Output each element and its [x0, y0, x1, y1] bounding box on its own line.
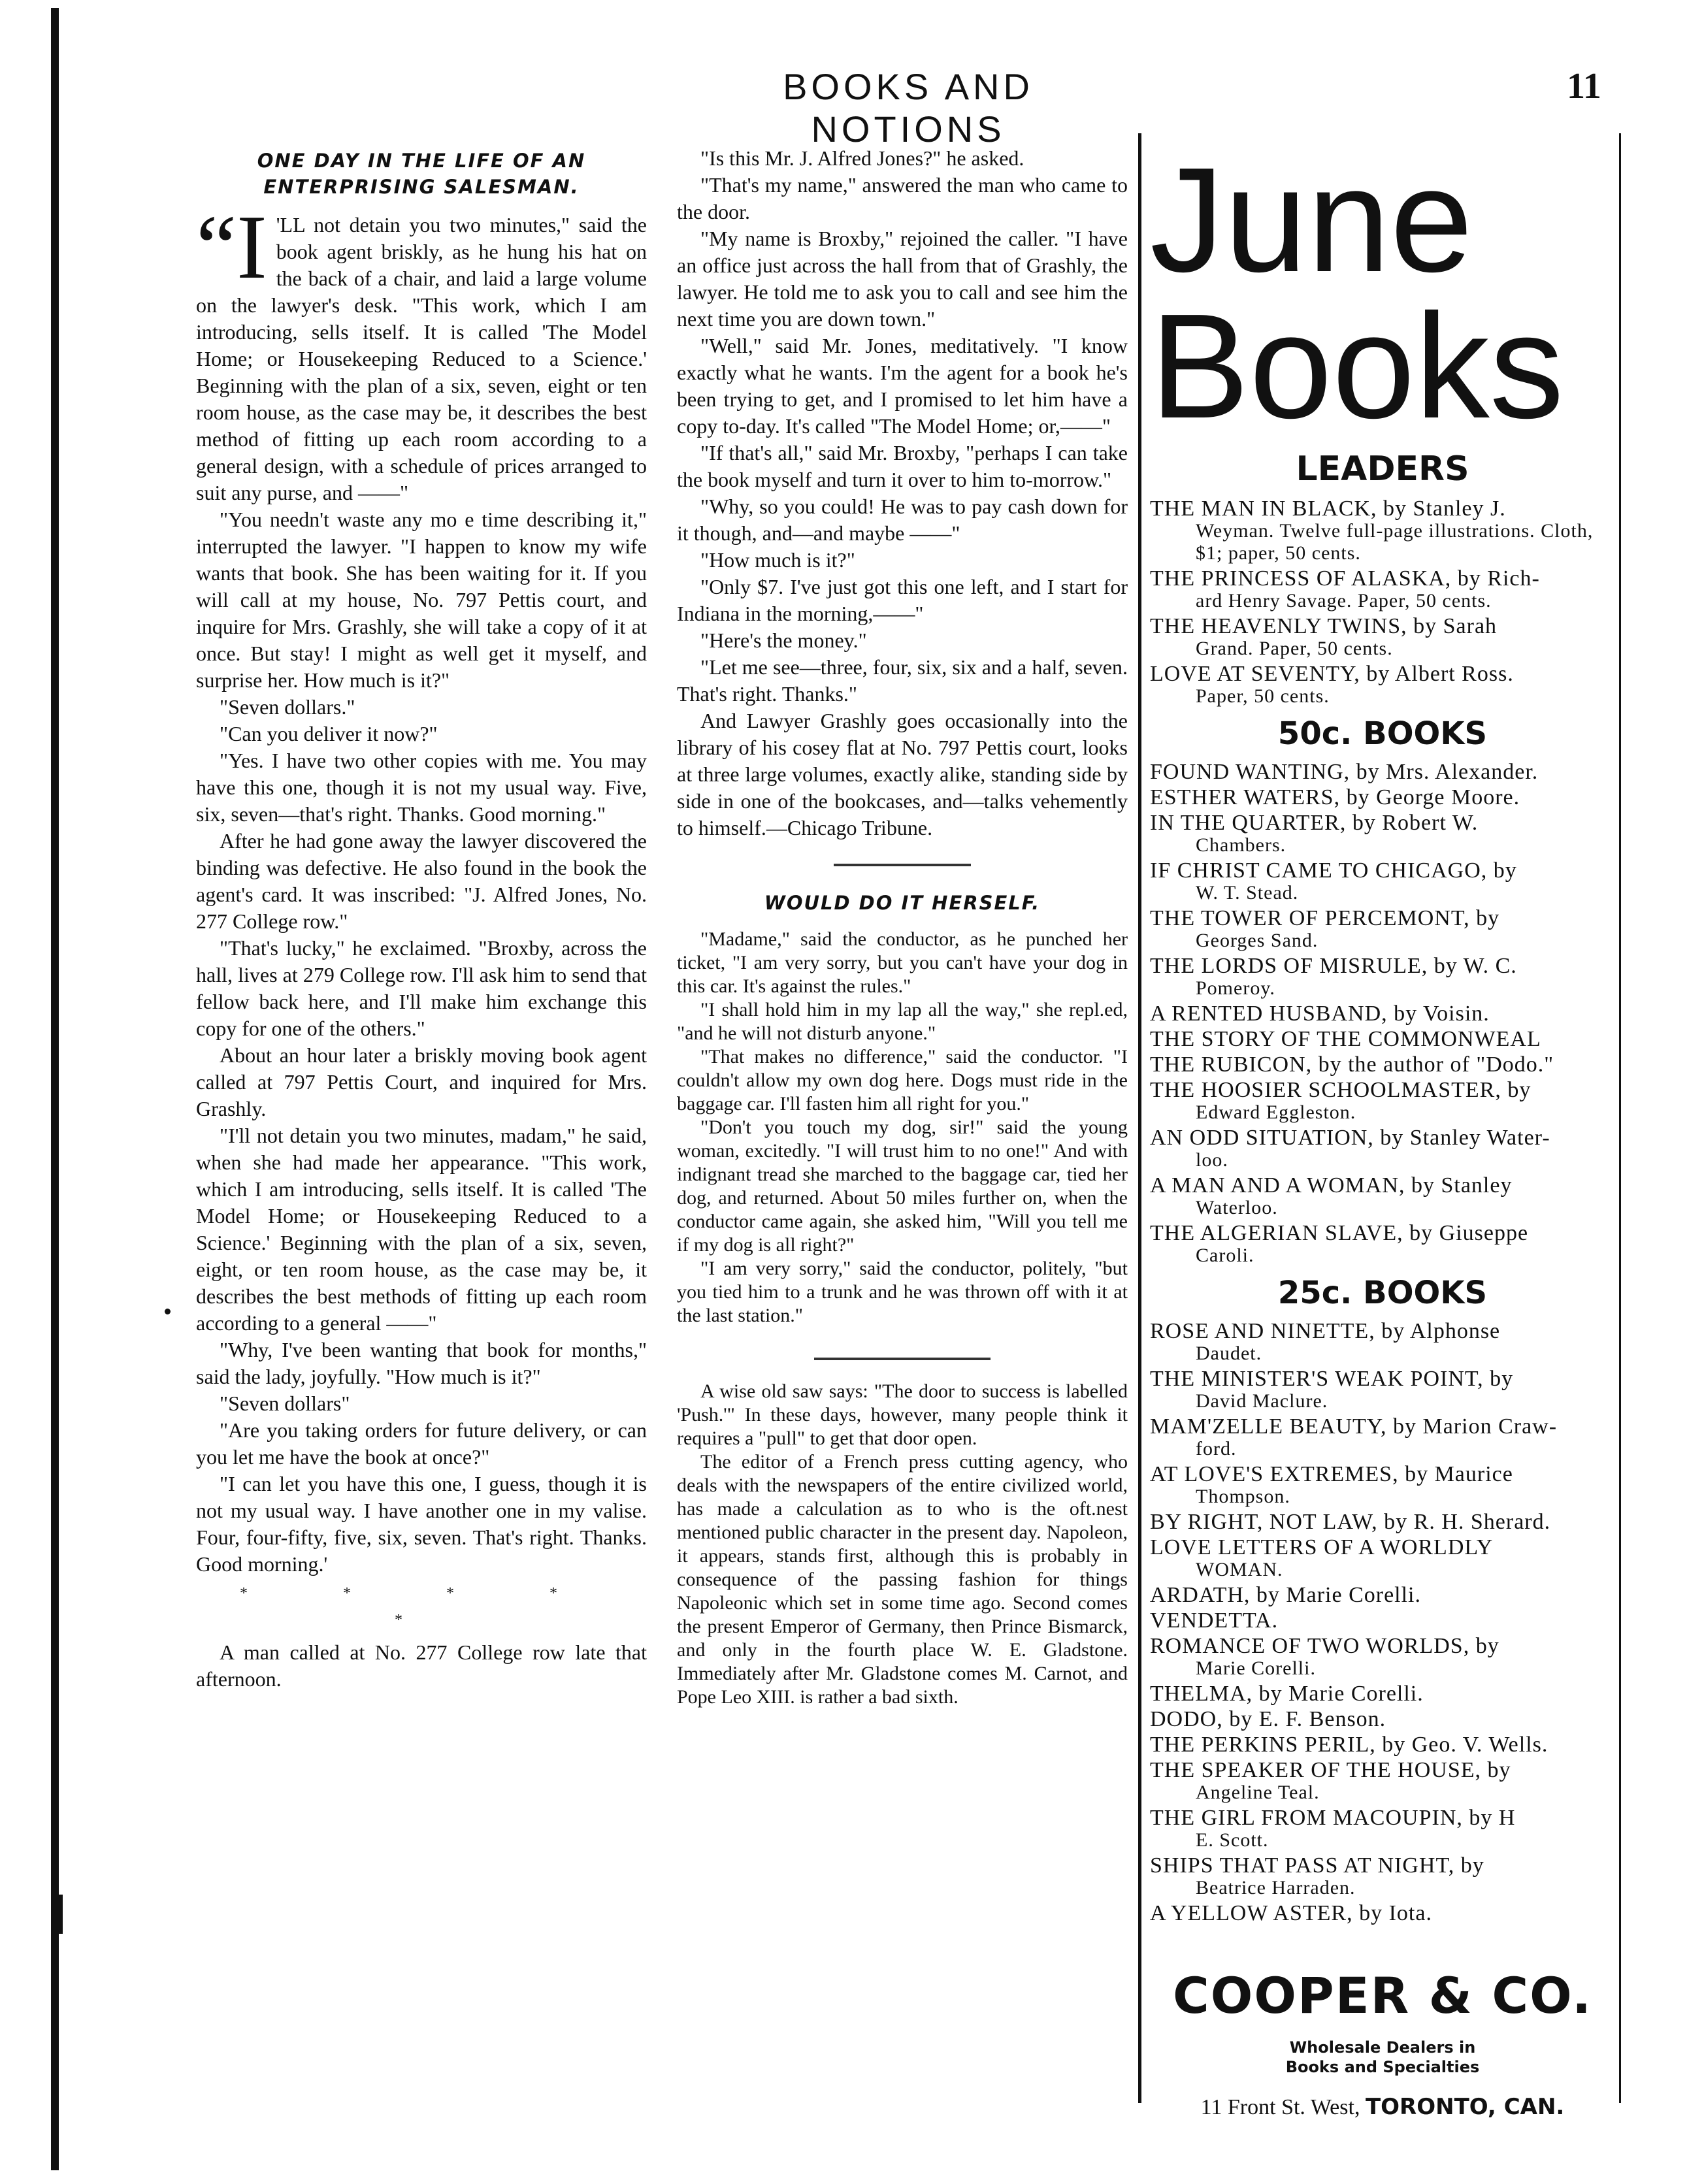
- book-list: [1150, 1320, 1615, 1925]
- book-title-line: SHIPS THAT PASS AT NIGHT, by: [1150, 1853, 1484, 1878]
- book-title-line: FOUND WANTING, by Mrs. Alexander.: [1150, 760, 1539, 784]
- book-continuation-line: WOMAN.: [1196, 1559, 1283, 1580]
- article-body: [196, 197, 647, 1578]
- ad-border-left: [1138, 133, 1141, 2103]
- book-list-item: [1150, 1028, 1615, 1051]
- book-title-line: ROSE AND NINETTE, by Alphonse: [1150, 1319, 1501, 1343]
- paragraph: "Madame," said the conductor, as he punched her ticket, "I am very sorry, but you can't have your dog in this car. It's against the rules.": [677, 928, 1128, 997]
- book-continuation-line: Beatrice Harraden.: [1196, 1877, 1356, 1899]
- book-list-item: [1150, 1175, 1615, 1219]
- paragraph: "Yes. I have two other copies with me. You may have this one, though it is not my usual way. Five, six, seven—that's right. Thanks. Good morning.": [196, 749, 647, 826]
- paragraph: "That's lucky," he exclaimed. "Broxby, across the hall, lives at 279 College row. I'll ask him to send that fellow back here, and I'll make him exchange this copy for one of the others.": [196, 936, 647, 1040]
- book-continuation-line: Edward Eggleston.: [1196, 1101, 1356, 1123]
- book-continuation-line: W. T. Stead.: [1196, 882, 1299, 904]
- book-list-item: [1150, 1610, 1615, 1632]
- book-list-item: [1150, 1127, 1615, 1171]
- book-list-item: [1150, 1003, 1615, 1025]
- book-list-item: [1150, 1079, 1615, 1124]
- paragraph: "I am very sorry," said the conductor, politely, "but you tied him to a trunk and he was thrown off with it at the last station.": [677, 1258, 1128, 1326]
- book-continuation-line: Angeline Teal.: [1196, 1782, 1320, 1803]
- book-continuation-line: loo.: [1196, 1149, 1228, 1171]
- book-title-line: THE ALGERIAN SLAVE, by Giuseppe: [1150, 1221, 1529, 1245]
- book-title-line: THE HEAVENLY TWINS, by Sarah: [1150, 614, 1498, 638]
- book-continuation-line: David Maclure.: [1196, 1390, 1328, 1412]
- ad-headline-books: Books: [1150, 284, 1564, 449]
- paragraph: "That's my name," answered the man who came to the door.: [677, 173, 1128, 223]
- book-list-item: [1150, 907, 1615, 952]
- paragraph: "Don't you touch my dog, sir!" said the young woman, excitedly. "I will trust him to no one!" And with indignant tread she marched to the baggage car, tied her dog, and returned. About 50 miles further on, when the conductor came again, she asked him, "Will you tell me if my dog is all right?": [677, 1116, 1128, 1256]
- book-list-item: [1150, 1635, 1615, 1680]
- ad-headline-june: June: [1150, 137, 1473, 303]
- wholesale-line-2: Books and Specialties: [1285, 2058, 1480, 2076]
- page-edge-line: [51, 8, 59, 2170]
- paragraph: "Seven dollars": [220, 1392, 350, 1415]
- story-continued: [677, 145, 1128, 841]
- paragraph: "I shall hold him in my lap all the way," she repl.ed, "and he will not disturb anyone.": [677, 999, 1128, 1044]
- book-title-line: THE MINISTER'S WEAK POINT, by: [1150, 1367, 1514, 1391]
- book-title-line: THE TOWER OF PERCEMONT, by: [1150, 906, 1500, 930]
- ad-section-title: LEADERS: [1296, 449, 1469, 489]
- book-list: [1150, 761, 1615, 1267]
- book-continuation-line: Paper, 50 cents.: [1196, 685, 1330, 707]
- book-title-line: MAM'ZELLE BEAUTY, by Marion Craw-: [1150, 1414, 1558, 1439]
- story-conductor: [677, 928, 1128, 1328]
- paragraph: And Lawyer Grashly goes occasionally into the library of his cosey flat at No. 797 Pettis court, looks at three large volumes, exactly alike, standing side by side in one of the bookcases, and—talks vehemently to himself.—Chicago Tribune.: [677, 709, 1128, 839]
- paragraph: "I'll not detain you two minutes, madam," he said, when she had made her appearance. "This work, which I am introducing, sells itself. It is called 'The Model Home; or Housekeeping Reduced to a Science.' Beginning with the plan of a six, seven, eight, or ten room house, as the case may be, it describes the best methods of fitting up each room according to a general ——": [196, 1124, 647, 1335]
- paragraph: "My name is Broxby," rejoined the caller. "I have an office just across the hall from that of Grashly, the lawyer. He told me to ask you to call and see him the next time you are down town.": [677, 227, 1128, 331]
- book-continuation-line: Pomeroy.: [1196, 977, 1275, 999]
- company-name: COOPER & CO.: [1173, 1966, 1592, 2025]
- paragraph: The editor of a French press cutting agency, who deals with the newspapers of the entire civilized world, has made a calculation as to who is the oft.nest mentioned public character in the present day. Napoleon, it appears, stands first, although this is probably in consequence of the passing fashion for things Napoleonic which set in some time ago. Second comes the present Emperor of Germany, then Prince Bismarck, and only in the fourth place W. E. Gladstone. Immediately after Mr. Gladstone comes M. Carnot, and Pope Leo XIII. is rather a bad sixth.: [677, 1451, 1128, 1708]
- book-list-item: [1150, 1683, 1615, 1705]
- book-title-line: THE MAN IN BLACK, by Stanley J.: [1150, 497, 1506, 521]
- paragraph: "Only $7. I've just got this one left, and I start for Indiana in the morning,——": [677, 575, 1128, 625]
- book-list-item: [1150, 1759, 1615, 1804]
- book-list-item: [1150, 1463, 1615, 1508]
- book-title-line: IF CHRIST CAME TO CHICAGO, by: [1150, 858, 1517, 883]
- book-title-line: AT LOVE'S EXTREMES, by Maurice: [1150, 1462, 1513, 1486]
- book-title-line: BY RIGHT, NOT LAW, by R. H. Sherard.: [1150, 1510, 1551, 1534]
- section-divider-2: [814, 1358, 991, 1360]
- book-title-line: DODO, by E. F. Benson.: [1150, 1707, 1386, 1731]
- book-list-item: [1150, 1368, 1615, 1412]
- book-title-line: THE PERKINS PERIL, by Geo. V. Wells.: [1150, 1733, 1548, 1757]
- ad-section-title: 50c. BOOKS: [1277, 715, 1488, 752]
- book-list-item: [1150, 1054, 1615, 1076]
- book-list-item: [1150, 1902, 1615, 1925]
- book-title-line: THE HOOSIER SCHOOLMASTER, by: [1150, 1078, 1531, 1102]
- book-continuation-line: ford.: [1196, 1438, 1237, 1459]
- book-title-line: THELMA, by Marie Corelli.: [1150, 1682, 1424, 1706]
- book-title-line: LOVE AT SEVENTY, by Albert Ross.: [1150, 662, 1514, 686]
- book-title-line: THE GIRL FROM MACOUPIN, by H: [1150, 1806, 1516, 1830]
- ad-sections: [1150, 449, 1615, 1925]
- margin-mark: [57, 1895, 63, 1934]
- column-middle: [677, 145, 1128, 1709]
- paragraph: "Can you deliver it now?": [220, 722, 438, 745]
- book-list-item: [1150, 568, 1615, 612]
- book-title-line: IN THE QUARTER, by Robert W.: [1150, 811, 1479, 835]
- paragraph: "Are you taking orders for future delivery, or can you let me have the book at once?": [196, 1418, 647, 1469]
- address-street: 11 Front St. West,: [1200, 2095, 1360, 2119]
- book-list-item: [1150, 663, 1615, 708]
- book-continuation-line: Marie Corelli.: [1196, 1657, 1316, 1679]
- book-continuation-line: Caroli.: [1196, 1245, 1254, 1266]
- book-list-item: [1150, 1537, 1615, 1581]
- book-title-line: ARDATH, by Marie Corelli.: [1150, 1583, 1422, 1607]
- book-title-line: THE PRINCESS OF ALASKA, by Rich-: [1150, 566, 1540, 591]
- book-list-item: [1150, 1734, 1615, 1756]
- page-number: 11: [1567, 66, 1601, 106]
- ad-section-title: 25c. BOOKS: [1277, 1275, 1488, 1311]
- book-list-item: [1150, 1416, 1615, 1460]
- paragraph: "Seven dollars.": [220, 695, 355, 719]
- book-list-item: [1150, 955, 1615, 1000]
- ad-border-right: [1619, 133, 1621, 2103]
- book-title-line: ESTHER WATERS, by George Moore.: [1150, 785, 1520, 809]
- book-list-item: [1150, 1807, 1615, 1851]
- paragraph: "I can let you have this one, I guess, though it is not my usual way. I have another one in my valise. Four, four-fifty, five, six, seven. That's right. Thanks. Good morning.': [196, 1472, 647, 1576]
- section-divider: [834, 864, 971, 866]
- book-list-item: [1150, 761, 1615, 783]
- book-title-line: THE SPEAKER OF THE HOUSE, by: [1150, 1758, 1511, 1782]
- column-left: [196, 148, 647, 1693]
- book-title-line: THE STORY OF THE COMMONWEAL: [1150, 1027, 1541, 1051]
- paragraph: "You needn't waste any mo e time describing it," interrupted the lawyer. "I happen to know my wife wants that book. She has been waiting for it. If you will call at my house, No. 797 Pettis court, and inquire for Mrs. Grashly, she will take a copy of it at once. But stay! I might as well get it myself, and surprise her. How much is it?": [196, 508, 647, 692]
- book-continuation-line: Chambers.: [1196, 834, 1286, 856]
- book-title-line: THE RUBICON, by the author of "Dodo.": [1150, 1052, 1554, 1077]
- paragraph: After he had gone away the lawyer discovered the binding was defective. He also found in the book the agent's card. It was inscribed: "J. Alfred Jones, No. 277 College row.": [196, 829, 647, 933]
- paragraph: "Well," said Mr. Jones, meditatively. "I know exactly what he wants. I'm the agent for a book he's been trying to get, and I promised to let him have a copy to-day. It's called "The Model Home; or,——": [677, 334, 1128, 438]
- section-stars: * * * * *: [240, 1585, 603, 1629]
- book-list-item: [1150, 1511, 1615, 1533]
- book-list-item: [1150, 787, 1615, 809]
- paragraph: 'LL not detain you two minutes," said the book agent briskly, as he hung his hat on the back of a chair, and laid a large volume on the lawyer's desk. "This work, which I am introducing, sells itself. It is called 'The Model Home; or Housekeeping Reduced to a Science.' Beginning with the plan of a six, seven, eight or ten room house, as the case may be, it describes the best method of fitting up each room according to a general design, with a schedule of prices arranged to suit any purse, and ——": [196, 213, 647, 504]
- book-list-item: [1150, 615, 1615, 660]
- book-continuation-line: ard Henry Savage. Paper, 50 cents.: [1196, 590, 1492, 611]
- book-title-line: VENDETTA.: [1150, 1608, 1279, 1633]
- book-list-item: [1150, 1855, 1615, 1899]
- book-list-item: [1150, 1584, 1615, 1606]
- book-continuation-line: Thompson.: [1196, 1486, 1290, 1507]
- story-press-cutting: [677, 1380, 1128, 1709]
- book-continuation-line: Grand. Paper, 50 cents.: [1196, 638, 1393, 659]
- book-list-item: [1150, 1708, 1615, 1731]
- book-list-item: [1150, 498, 1615, 564]
- paragraph: "Let me see—three, four, six, six and a half, seven. That's right. Thanks.": [677, 655, 1128, 706]
- paragraph: "Here's the money.": [700, 628, 867, 652]
- book-title-line: A YELLOW ASTER, by Iota.: [1150, 1901, 1432, 1925]
- paragraph: "If that's all," said Mr. Broxby, "perhaps I can take the book myself and turn it over to him to-morrow.": [677, 441, 1128, 491]
- book-continuation-line: Georges Sand.: [1196, 930, 1318, 951]
- book-list-item: [1150, 1222, 1615, 1267]
- book-continuation-line: E. Scott.: [1196, 1829, 1269, 1851]
- book-title-line: A MAN AND A WOMAN, by Stanley: [1150, 1173, 1513, 1198]
- book-list-item: [1150, 1320, 1615, 1365]
- paragraph: "That makes no difference," said the conductor. "I couldn't allow my own dog here. Dogs must ride in the baggage car. I'll fasten him all right for you.": [677, 1046, 1128, 1115]
- book-title-line: LOVE LETTERS OF A WORLDLY: [1150, 1535, 1494, 1559]
- paragraph: "How much is it?": [700, 548, 855, 572]
- margin-dot: [165, 1309, 171, 1314]
- paragraph: A wise old saw says: "The door to success is labelled 'Push.'" In these days, however, many people think it requires a "pull" to get that door open.: [677, 1380, 1128, 1449]
- paragraph: About an hour later a briskly moving book agent called at 797 Pettis Court, and inquired for Mrs. Grashly.: [196, 1043, 647, 1120]
- advertisement: [1150, 137, 1615, 2120]
- book-title-line: AN ODD SITUATION, by Stanley Water-: [1150, 1126, 1550, 1150]
- wholesale-line-1: Wholesale Dealers in: [1289, 2038, 1476, 2057]
- paragraph: "Why, so you could! He was to pay cash down for it though, and—and maybe ——": [677, 495, 1128, 545]
- address-city: TORONTO, CAN.: [1365, 2094, 1565, 2120]
- book-continuation-line: Weyman. Twelve full-page illustrations. Cloth, $1; paper, 50 cents.: [1196, 520, 1594, 564]
- drop-cap: “I: [196, 197, 267, 298]
- book-title-line: A RENTED HUSBAND, by Voisin.: [1150, 1002, 1490, 1026]
- article-title: ONE DAY IN THE LIFE OF AN ENTERPRISING SALESMAN.: [257, 150, 586, 198]
- closing-paragraph: A man called at No. 277 College row late that afternoon.: [196, 1640, 647, 1691]
- book-continuation-line: Daudet.: [1196, 1343, 1262, 1364]
- article-title-2: WOULD DO IT HERSELF.: [764, 892, 1041, 914]
- paragraph: "Is this Mr. J. Alfred Jones?" he asked.: [700, 146, 1024, 170]
- book-title-line: THE LORDS OF MISRULE, by W. C.: [1150, 954, 1517, 978]
- book-list-item: [1150, 812, 1615, 856]
- book-list-item: [1150, 860, 1615, 904]
- book-continuation-line: Waterloo.: [1196, 1197, 1278, 1218]
- company-address: [1150, 2094, 1615, 2120]
- book-title-line: ROMANCE OF TWO WORLDS, by: [1150, 1634, 1499, 1658]
- running-header: BOOKS AND NOTIONS: [783, 66, 1034, 150]
- book-list: [1150, 498, 1615, 708]
- paragraph: "Why, I've been wanting that book for months," said the lady, joyfully. "How much is it?": [196, 1338, 647, 1388]
